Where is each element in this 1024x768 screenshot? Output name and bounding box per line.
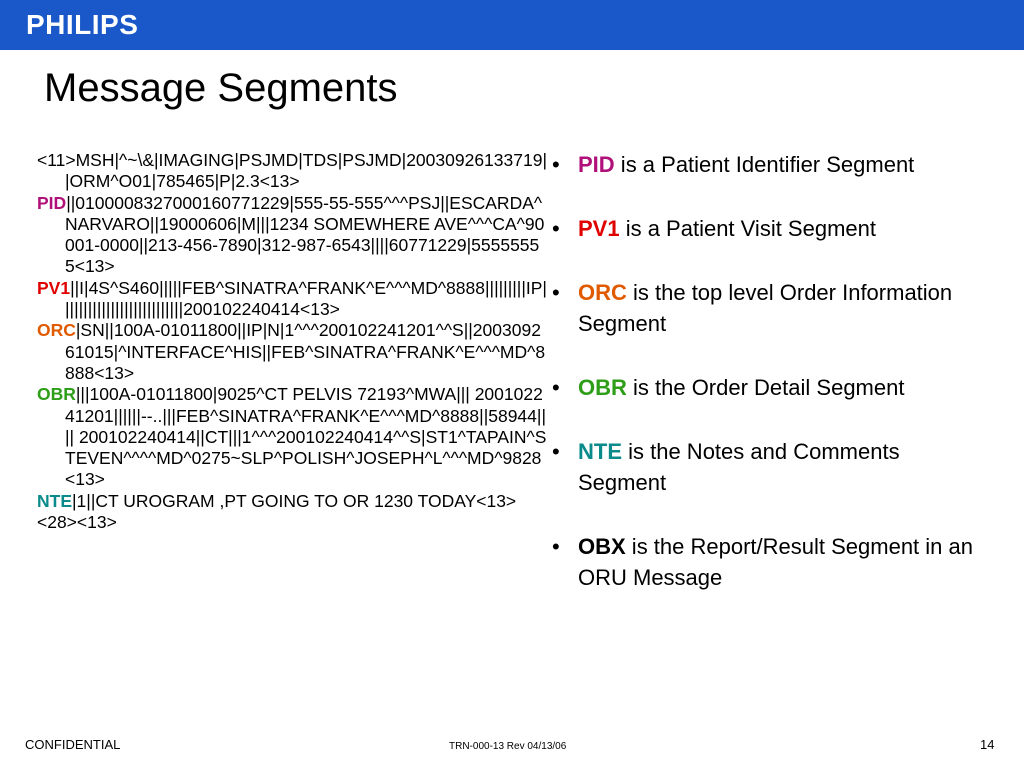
nte-label: NTE (37, 490, 72, 511)
nte-line (37, 491, 547, 512)
end-text: <28><13> (37, 512, 117, 533)
slide-title: Message Segments (44, 66, 398, 110)
bullet-label: ORC (578, 280, 627, 305)
bullet-label: PID (578, 152, 615, 177)
bullet-text: is the Report/Result Segment in an ORU Message (578, 534, 973, 590)
hl7-message-block (37, 150, 547, 533)
msh-line (37, 150, 547, 193)
bullet-item-nte (548, 436, 978, 498)
orc-label: ORC (37, 320, 76, 341)
pv1-line (37, 278, 547, 321)
bullet-text: is the Order Detail Segment (626, 375, 905, 400)
obr-line (37, 384, 547, 490)
pv1-label: PV1 (37, 277, 71, 298)
bullet-item-orc (548, 277, 978, 339)
bullet-item-obx (548, 531, 978, 593)
bullet-text: is a Patient Identifier Segment (614, 152, 915, 177)
bullet-label: NTE (578, 439, 622, 464)
nte-text: |1||CT UROGRAM ,PT GOING TO OR 1230 TODAY<13> (72, 490, 517, 511)
header-bar (0, 0, 1024, 50)
bullet-dot-icon: • (552, 280, 560, 305)
bullet-text: is the top level Order Information Segment (578, 280, 953, 336)
pid-label: PID (37, 192, 67, 213)
bullet-label: OBX (578, 534, 626, 559)
pv1-text: ||I|4S^S460|||||FEB^SINATRA^FRANK^E^^^MD^8888|||||||||IP|||||||||||||||||||||||||||200102240414<13> (65, 277, 547, 320)
bullet-text: is a Patient Visit Segment (619, 216, 876, 241)
obr-text: |||100A-01011800|9025^CT PELVIS 72193^MWA||| 200102241201||||||--..|||FEB^SINATRA^FRANK^E^^^MD^8888||58944|||| 200102240414||CT|||1^^^200102240414^^S|ST1^TAPAIN^STEVEN^^^^MD^0275~SLP^POLISH^JOSEPH^L^^^MD^9828<13> (65, 384, 547, 490)
footer-document-id: TRN-000-13 Rev 04/13/06 (449, 741, 567, 752)
bullet-dot-icon: • (552, 534, 560, 559)
bullet-label: PV1 (578, 216, 620, 241)
bullet-item-pid (548, 149, 978, 180)
bullet-label: OBR (578, 375, 627, 400)
obr-label: OBR (37, 384, 76, 405)
page-number: 14 (980, 737, 995, 752)
orc-text: |SN||100A-01011800||IP|N|1^^^200102241201^^S||200309261015|^INTERFACE^HIS||FEB^SINATRA^FRANK^E^^^MD^8888<13> (65, 320, 546, 383)
philips-logo: PHILIPS (26, 9, 139, 40)
msh-text: <11>MSH|^~\&|IMAGING|PSJMD|TDS|PSJMD|20030926133719||ORM^O01|785465|P|2.3<13> (37, 150, 547, 192)
bullet-dot-icon: • (552, 152, 560, 177)
pid-line (37, 193, 547, 278)
bullet-dot-icon: • (552, 375, 560, 400)
orc-line (37, 320, 547, 384)
pid-text: ||0100008327000160771229|555-55-555^^^PSJ||ESCARDA^NARVARO||19000606|M|||1234 SOMEWHERE AVE^^^CA^90001-0000||213-456-7890|312-987-6543||||60771229|55555555<13> (65, 192, 545, 277)
bullet-dot-icon: • (552, 216, 560, 241)
bullet-text: is the Notes and Comments Segment (578, 439, 900, 495)
end-line (37, 512, 547, 533)
footer-confidential: CONFIDENTIAL (25, 737, 121, 752)
bullet-item-pv1 (548, 213, 978, 244)
segment-bullet-list (548, 149, 978, 626)
bullet-item-obr (548, 372, 978, 403)
bullet-dot-icon: • (552, 439, 560, 464)
